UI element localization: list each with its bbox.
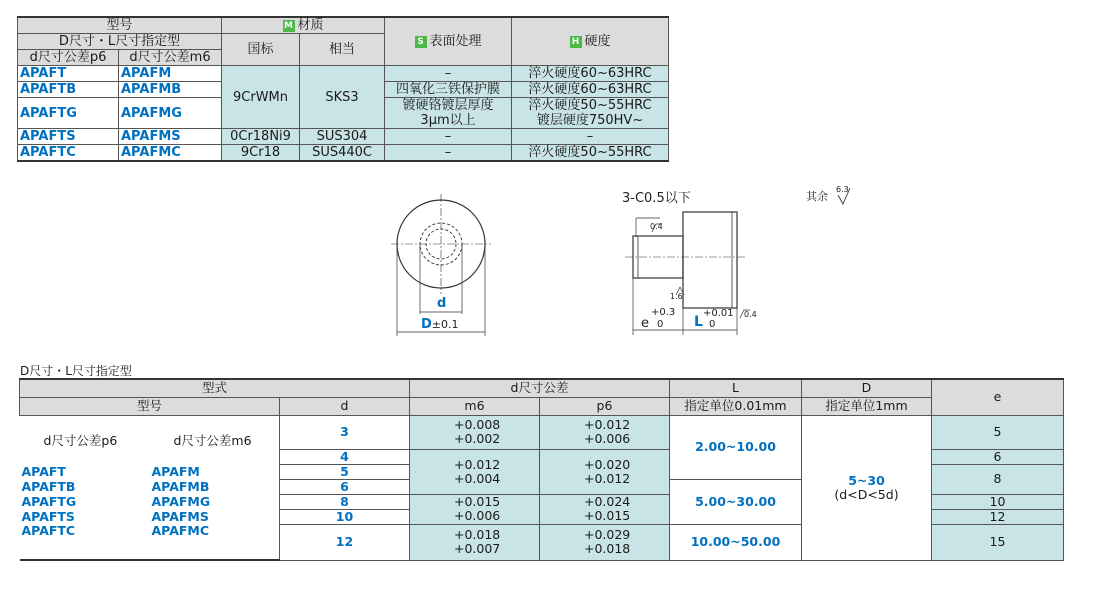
d-value: 12 [280, 524, 410, 560]
m6-tol: +0.008 +0.002 [410, 415, 540, 449]
note-rough-value: 6.3 [836, 185, 849, 194]
e-value: 15 [932, 524, 1064, 560]
e-value: 12 [932, 509, 1064, 524]
surface-badge: S [415, 36, 427, 48]
hdr-d-p6: d尺寸公差p6 [18, 50, 119, 66]
L-tol-bot: 0 [709, 319, 716, 330]
part-m6: APAFMB [119, 82, 222, 98]
model-m6: APAFMS [151, 508, 209, 524]
equiv-cell: SUS304 [300, 129, 385, 145]
part-m6: APAFM [119, 66, 222, 82]
hdr-equiv: 相当 [300, 34, 385, 66]
d-value: 4 [280, 449, 410, 464]
model-p6: APAFTC [21, 523, 76, 538]
m6-col-label: d尺寸公差m6 [173, 432, 252, 448]
part-p6: APAFTS [18, 129, 119, 145]
e-dim: e [641, 316, 649, 331]
L-dim: L [694, 314, 703, 330]
model-m6: APAFMB [151, 478, 210, 494]
hdr-d-tol: d尺寸公差 [410, 379, 670, 397]
hdr-model: 型号 [20, 397, 280, 415]
material-badge: M [284, 20, 293, 31]
part-p6: APAFT [18, 66, 119, 82]
note-rest: 其余 [806, 190, 828, 203]
d-value: 8 [280, 494, 410, 509]
front-view [391, 194, 491, 336]
d-value: 10 [280, 509, 410, 524]
model-p6: APAFTB [21, 478, 76, 494]
part-m6: APAFMS [119, 129, 222, 145]
p6-tol: +0.012 +0.006 [540, 415, 670, 449]
hdr-surface: S 表面处理 [385, 17, 512, 66]
hardness-badge: H [570, 36, 582, 48]
model-p6: APAFT [21, 463, 66, 479]
material-table [17, 16, 669, 162]
part-m6: APAFMC [119, 145, 222, 162]
m6-tol: +0.018 +0.007 [410, 524, 540, 560]
e-value: 8 [932, 464, 1064, 494]
hdr-hardness: H 硬度 [512, 17, 669, 66]
L-tol-top: +0.01 [703, 308, 734, 319]
m6-tol: +0.015 +0.006 [410, 494, 540, 524]
front-d-label: d [437, 296, 447, 311]
e-value: 5 [932, 415, 1064, 449]
D-range: 5~30 (d<D<5d) [802, 415, 932, 560]
hardness-cell: 淬火硬度50~55HRC 镀层硬度750HV~ [512, 98, 669, 129]
d-value: 3 [280, 415, 410, 449]
e-tol-bot: 0 [657, 319, 664, 330]
surface-cell: 四氧化三铁保护膜 [385, 82, 512, 98]
model-m6: APAFM [151, 463, 200, 479]
model-p6: APAFTG [21, 493, 77, 509]
hardness-cell: – [512, 129, 669, 145]
chamfer-label: 3-C0.5以下 [622, 191, 691, 206]
surface-cell: – [385, 66, 512, 82]
model-p6: APAFTS [21, 508, 75, 524]
L-range: 2.00~10.00 [670, 415, 802, 479]
hdr-d: d [280, 397, 410, 415]
hdr-p6: p6 [540, 397, 670, 415]
part-p6: APAFTB [18, 82, 119, 98]
technical-drawing [0, 180, 1098, 345]
roughness-16: 1.6 [670, 292, 683, 301]
hardness-cell: 淬火硬度60~63HRC [512, 66, 669, 82]
surface-cell: 镀硬铬镀层厚度 3μm以上 [385, 98, 512, 129]
part-p6: APAFTC [18, 145, 119, 162]
hardness-cell: 淬火硬度50~55HRC [512, 145, 669, 162]
equiv-cell: SUS440C [300, 145, 385, 162]
d-value: 5 [280, 464, 410, 479]
surface-cell: – [385, 145, 512, 162]
equiv-merged: SKS3 [300, 66, 385, 129]
hardness-cell: 淬火硬度60~63HRC [512, 82, 669, 98]
surface-cell: – [385, 129, 512, 145]
L-range: 5.00~30.00 [670, 479, 802, 524]
m6-tol: +0.012 +0.004 [410, 449, 540, 494]
hdr-dl-type: D尺寸・L尺寸指定型 [18, 34, 222, 50]
hdr-L: L [670, 379, 802, 397]
roughness-04b: 0.4 [744, 310, 757, 319]
hdr-L-unit: 指定单位0.01mm [670, 397, 802, 415]
hdr-e: e [932, 379, 1064, 415]
d-value: 6 [280, 479, 410, 494]
spec-title: D尺寸・L尺寸指定型 [20, 364, 132, 378]
hdr-material: M 材质 [222, 17, 385, 34]
hdr-D-unit: 指定单位1mm [802, 397, 932, 415]
p6-tol: +0.029 +0.018 [540, 524, 670, 560]
hdr-m6: m6 [410, 397, 540, 415]
drawing-lines [0, 180, 1098, 345]
hdr-gb: 国标 [222, 34, 300, 66]
model-m6: APAFMC [151, 523, 210, 538]
gb-merged: 9CrWMn [222, 66, 300, 129]
hdr-D: D [802, 379, 932, 397]
e-value: 10 [932, 494, 1064, 509]
model-m6: APAFMG [151, 493, 211, 509]
hdr-model: 型号 [18, 17, 222, 34]
hdr-d-m6: d尺寸公差m6 [119, 50, 222, 66]
hdr-form: 型式 [20, 379, 410, 397]
gb-cell: 9Cr18 [222, 145, 300, 162]
part-p6: APAFTG [18, 98, 119, 129]
p6-tol: +0.020 +0.012 [540, 449, 670, 494]
L-range: 10.00~50.00 [670, 524, 802, 560]
p6-col-label: d尺寸公差p6 [43, 432, 118, 448]
p6-tol: +0.024 +0.015 [540, 494, 670, 524]
e-tol-top: +0.3 [651, 307, 676, 318]
part-m6: APAFMG [119, 98, 222, 129]
spec-table [19, 378, 1064, 561]
e-value: 6 [932, 449, 1064, 464]
roughness-04: 0.4 [650, 222, 663, 231]
front-D-dim: D±0.1 [421, 317, 459, 332]
gb-cell: 0Cr18Ni9 [222, 129, 300, 145]
